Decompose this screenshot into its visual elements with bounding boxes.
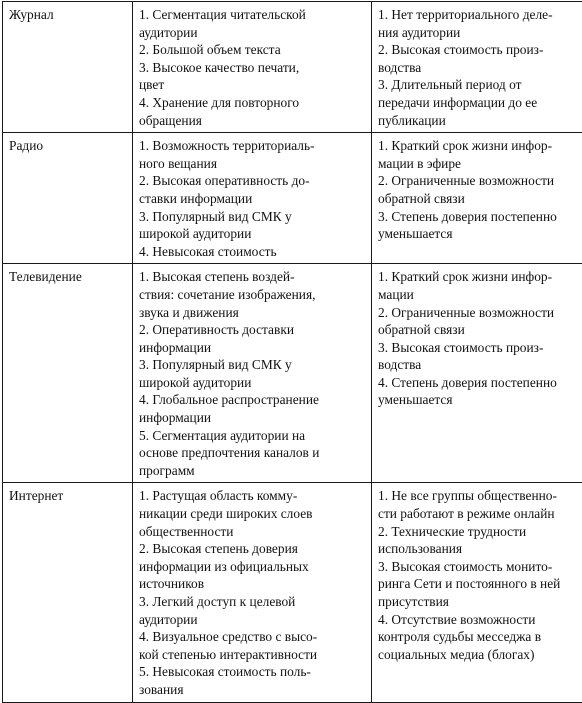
cell-line: 4. Невысокая стоимость — [139, 243, 365, 261]
cell-line: публикации — [378, 112, 582, 130]
cell-line: звука и движения — [139, 304, 365, 322]
media-comparison-table — [2, 1, 582, 703]
cell-line: 2. Высокая оперативность до- — [139, 172, 365, 190]
cell-line: 4. Визуальное средство с высо- — [139, 628, 365, 646]
cell-line: водства — [378, 59, 582, 77]
cell-line: 1. Краткий срок жизни инфор- — [378, 268, 582, 286]
cell-line: передачи информации до ее — [378, 94, 582, 112]
cell-line: обращения — [139, 112, 365, 130]
media-name: Радио — [9, 137, 126, 155]
cell-line: 2. Высокая степень доверия — [139, 540, 365, 558]
cell-line: 1. Краткий срок жизни инфор- — [378, 137, 582, 155]
cell-line: аудитории — [139, 611, 365, 629]
cell-line: 3. Высокое качество печати, — [139, 59, 365, 77]
media-cell — [3, 2, 133, 133]
cell-line: 5. Сегментация аудитории на — [139, 427, 365, 445]
cell-line: 2. Технические трудности — [378, 523, 582, 541]
cell-line: социальных медиа (блогах) — [378, 646, 582, 664]
cell-line: никации среди широких слоев — [139, 505, 365, 523]
advantages-cell — [133, 2, 372, 133]
cell-line: информации — [139, 409, 365, 427]
advantages-cell — [133, 483, 372, 702]
media-name: Интернет — [9, 487, 126, 505]
cell-line: уменьшается — [378, 225, 582, 243]
cell-line: 2. Ограниченные возможности — [378, 172, 582, 190]
media-cell — [3, 264, 133, 483]
cell-line: 2. Высокая стоимость произ- — [378, 41, 582, 59]
media-name: Телевидение — [9, 268, 126, 286]
cell-line: 1. Высокая степень воздей- — [139, 268, 365, 286]
cell-line: 1. Растущая область комму- — [139, 487, 365, 505]
table-row — [3, 264, 582, 483]
cell-line: информации из официальных — [139, 558, 365, 576]
cell-line: 3. Степень доверия постепенно — [378, 208, 582, 226]
cell-line: мации в эфире — [378, 155, 582, 173]
cell-line: 1. Нет территориального деле- — [378, 6, 582, 24]
media-cell — [3, 133, 133, 264]
cell-line: зования — [139, 681, 365, 699]
cell-line: 3. Высокая стоимость монито- — [378, 558, 582, 576]
cell-line: водства — [378, 356, 582, 374]
cell-line: 2. Оперативность доставки — [139, 321, 365, 339]
table-row — [3, 2, 582, 133]
cell-line: основе предпочтения каналов и — [139, 444, 365, 462]
cell-line: 4. Отсутствие возможности — [378, 611, 582, 629]
cell-line: 3. Высокая стоимость произ- — [378, 339, 582, 357]
cell-line: 3. Длительный период от — [378, 76, 582, 94]
cell-line: мации — [378, 286, 582, 304]
cell-line: обратной связи — [378, 190, 582, 208]
cell-line: 1. Сегментация читательской — [139, 6, 365, 24]
advantages-cell — [133, 264, 372, 483]
cell-line: уменьшается — [378, 391, 582, 409]
cell-line: источников — [139, 575, 365, 593]
disadvantages-cell — [372, 264, 582, 483]
disadvantages-cell — [372, 2, 582, 133]
cell-line: программ — [139, 462, 365, 480]
cell-line: кой степенью интерактивности — [139, 646, 365, 664]
cell-line: 5. Невысокая стоимость поль- — [139, 663, 365, 681]
cell-line: широкой аудитории — [139, 374, 365, 392]
media-name: Журнал — [9, 6, 126, 24]
cell-line: ния аудитории — [378, 24, 582, 42]
cell-line: информации — [139, 339, 365, 357]
cell-line: 3. Популярный вид СМК у — [139, 208, 365, 226]
cell-line: сти работают в режиме онлайн — [378, 505, 582, 523]
disadvantages-cell — [372, 133, 582, 264]
cell-line: ринга Сети и постоянного в ней — [378, 575, 582, 593]
cell-line: обратной связи — [378, 321, 582, 339]
media-cell — [3, 483, 133, 702]
table-row — [3, 133, 582, 264]
cell-line: общественности — [139, 523, 365, 541]
cell-line: контроля судьбы месседжа в — [378, 628, 582, 646]
cell-line: 1. Возможность территориаль- — [139, 137, 365, 155]
cell-line: 4. Хранение для повторного — [139, 94, 365, 112]
cell-line: аудитории — [139, 24, 365, 42]
cell-line: 4. Глобальное распространение — [139, 391, 365, 409]
cell-line: 3. Легкий доступ к целевой — [139, 593, 365, 611]
table-row — [3, 483, 582, 702]
cell-line: использования — [378, 540, 582, 558]
advantages-cell — [133, 133, 372, 264]
cell-line: 2. Большой объем текста — [139, 41, 365, 59]
cell-line: 2. Ограниченные возможности — [378, 304, 582, 322]
cell-line: ставки информации — [139, 190, 365, 208]
cell-line: широкой аудитории — [139, 225, 365, 243]
disadvantages-cell — [372, 483, 582, 702]
cell-line: цвет — [139, 76, 365, 94]
cell-line: присутствия — [378, 593, 582, 611]
cell-line: 3. Популярный вид СМК у — [139, 356, 365, 374]
cell-line: 4. Степень доверия постепенно — [378, 374, 582, 392]
cell-line: ного вещания — [139, 155, 365, 173]
cell-line: ствия: сочетание изображения, — [139, 286, 365, 304]
table-body — [3, 2, 582, 703]
cell-line: 1. Не все группы общественно- — [378, 487, 582, 505]
